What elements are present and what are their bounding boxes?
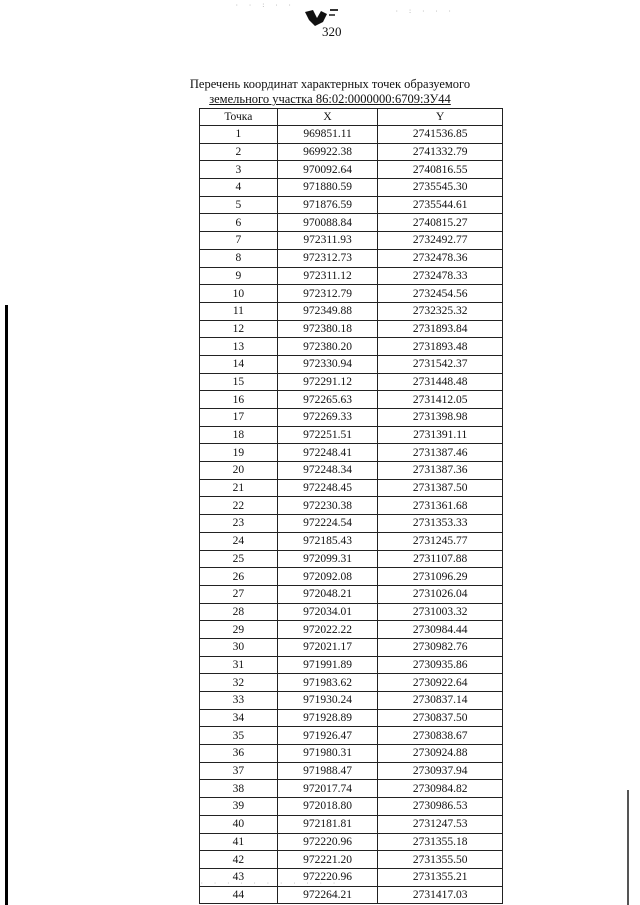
cell-y: 2731355.18 xyxy=(378,833,503,851)
title-line-1: Перечень координат характерных точек образуемого xyxy=(189,77,471,91)
cell-y: 2731355.21 xyxy=(378,868,503,886)
table-row xyxy=(200,532,503,550)
cell-y: 2731026.04 xyxy=(378,585,503,603)
cell-point: 42 xyxy=(200,851,278,869)
cell-x: 972269.33 xyxy=(277,409,378,427)
cell-point: 24 xyxy=(200,532,278,550)
cell-y: 2731542.37 xyxy=(378,355,503,373)
table-row xyxy=(200,161,503,179)
cell-point: 34 xyxy=(200,709,278,727)
cell-x: 972330.94 xyxy=(277,355,378,373)
cell-x: 969851.11 xyxy=(277,126,378,144)
cell-point: 13 xyxy=(200,338,278,356)
cell-point: 23 xyxy=(200,515,278,533)
table-row xyxy=(200,798,503,816)
cell-y: 2741332.79 xyxy=(378,143,503,161)
cell-point: 38 xyxy=(200,780,278,798)
table-row xyxy=(200,745,503,763)
cell-y: 2730924.88 xyxy=(378,745,503,763)
cell-point: 28 xyxy=(200,603,278,621)
cell-x: 972291.12 xyxy=(277,373,378,391)
cell-point: 19 xyxy=(200,444,278,462)
cell-y: 2731448.48 xyxy=(378,373,503,391)
cell-point: 21 xyxy=(200,479,278,497)
title-line-2: земельного участка 86:02:0000000:6709:ЗУ44 xyxy=(209,92,451,106)
cell-x: 971983.62 xyxy=(277,674,378,692)
document-title xyxy=(160,77,500,107)
cell-x: 972099.31 xyxy=(277,550,378,568)
cell-x: 971988.47 xyxy=(277,762,378,780)
table-row xyxy=(200,320,503,338)
header-point: Точка xyxy=(200,109,278,126)
cell-x: 970092.64 xyxy=(277,161,378,179)
table-row xyxy=(200,833,503,851)
scan-edge-line-left xyxy=(5,305,8,905)
cell-x: 972220.96 xyxy=(277,868,378,886)
cell-y: 2730837.14 xyxy=(378,692,503,710)
cell-point: 1 xyxy=(200,126,278,144)
cell-y: 2732478.33 xyxy=(378,267,503,285)
cell-y: 2731387.36 xyxy=(378,462,503,480)
table-row xyxy=(200,692,503,710)
cell-x: 972380.18 xyxy=(277,320,378,338)
cell-y: 2731361.68 xyxy=(378,497,503,515)
table-row xyxy=(200,515,503,533)
cell-point: 12 xyxy=(200,320,278,338)
cell-point: 27 xyxy=(200,585,278,603)
cell-y: 2730837.50 xyxy=(378,709,503,727)
cell-point: 7 xyxy=(200,232,278,250)
cell-y: 2740816.55 xyxy=(378,161,503,179)
cell-x: 972221.20 xyxy=(277,851,378,869)
cell-point: 11 xyxy=(200,302,278,320)
cell-point: 6 xyxy=(200,214,278,232)
cell-y: 2731353.33 xyxy=(378,515,503,533)
cell-point: 9 xyxy=(200,267,278,285)
scan-edge-line-right xyxy=(627,790,629,905)
table-row xyxy=(200,780,503,798)
cell-y: 2731003.32 xyxy=(378,603,503,621)
cell-point: 5 xyxy=(200,196,278,214)
cell-x: 971980.31 xyxy=(277,745,378,763)
scan-noise-bottom: · · · · · · · · · · · xyxy=(200,880,339,887)
table-row xyxy=(200,196,503,214)
cell-x: 972092.08 xyxy=(277,568,378,586)
cell-x: 971991.89 xyxy=(277,656,378,674)
coordinates-table xyxy=(199,108,503,904)
table-row xyxy=(200,391,503,409)
cell-x: 972264.21 xyxy=(277,886,378,904)
table-row xyxy=(200,479,503,497)
table-header-row xyxy=(200,109,503,126)
cell-y: 2732454.56 xyxy=(378,285,503,303)
cell-point: 36 xyxy=(200,745,278,763)
header-y: Y xyxy=(378,109,503,126)
table-row xyxy=(200,709,503,727)
cell-x: 972021.17 xyxy=(277,638,378,656)
cell-x: 972022.22 xyxy=(277,621,378,639)
table-row xyxy=(200,444,503,462)
cell-y: 2730984.82 xyxy=(378,780,503,798)
cell-x: 971930.24 xyxy=(277,692,378,710)
table-row xyxy=(200,621,503,639)
cell-y: 2740815.27 xyxy=(378,214,503,232)
table-row xyxy=(200,762,503,780)
table-row xyxy=(200,285,503,303)
cell-x: 972034.01 xyxy=(277,603,378,621)
table-row xyxy=(200,656,503,674)
table-row xyxy=(200,868,503,886)
table-row xyxy=(200,638,503,656)
table-row xyxy=(200,338,503,356)
table-row xyxy=(200,249,503,267)
cell-y: 2732325.32 xyxy=(378,302,503,320)
cell-x: 972224.54 xyxy=(277,515,378,533)
cell-y: 2731391.11 xyxy=(378,426,503,444)
table-row xyxy=(200,886,503,904)
cell-x: 972312.73 xyxy=(277,249,378,267)
cell-y: 2730984.44 xyxy=(378,621,503,639)
cell-x: 972248.34 xyxy=(277,462,378,480)
cell-y: 2731412.05 xyxy=(378,391,503,409)
cell-point: 31 xyxy=(200,656,278,674)
cell-x: 972181.81 xyxy=(277,815,378,833)
cell-y: 2731387.50 xyxy=(378,479,503,497)
cell-y: 2731893.48 xyxy=(378,338,503,356)
cell-x: 971926.47 xyxy=(277,727,378,745)
cell-x: 971928.89 xyxy=(277,709,378,727)
cell-point: 35 xyxy=(200,727,278,745)
table-row xyxy=(200,267,503,285)
cell-x: 972048.21 xyxy=(277,585,378,603)
cell-point: 37 xyxy=(200,762,278,780)
page-number: 320 xyxy=(322,24,342,39)
table-row xyxy=(200,603,503,621)
cell-point: 30 xyxy=(200,638,278,656)
cell-point: 16 xyxy=(200,391,278,409)
table-row xyxy=(200,550,503,568)
cell-y: 2731107.88 xyxy=(378,550,503,568)
cell-point: 44 xyxy=(200,886,278,904)
cell-point: 14 xyxy=(200,355,278,373)
cell-x: 970088.84 xyxy=(277,214,378,232)
cell-x: 972311.12 xyxy=(277,267,378,285)
table-row xyxy=(200,815,503,833)
cell-point: 43 xyxy=(200,868,278,886)
cell-y: 2731096.29 xyxy=(378,568,503,586)
table-row xyxy=(200,727,503,745)
cell-point: 32 xyxy=(200,674,278,692)
scan-noise-top-right: · : · · · xyxy=(395,8,455,15)
table-row xyxy=(200,674,503,692)
cell-point: 10 xyxy=(200,285,278,303)
table-row xyxy=(200,585,503,603)
cell-point: 29 xyxy=(200,621,278,639)
table-row xyxy=(200,497,503,515)
cell-y: 2730922.64 xyxy=(378,674,503,692)
cell-x: 972380.20 xyxy=(277,338,378,356)
table-row xyxy=(200,179,503,197)
cell-point: 41 xyxy=(200,833,278,851)
cell-point: 2 xyxy=(200,143,278,161)
table-row xyxy=(200,126,503,144)
cell-point: 39 xyxy=(200,798,278,816)
table-row xyxy=(200,373,503,391)
cell-point: 22 xyxy=(200,497,278,515)
cell-x: 971876.59 xyxy=(277,196,378,214)
cell-x: 972185.43 xyxy=(277,532,378,550)
cell-x: 972248.41 xyxy=(277,444,378,462)
cell-y: 2730937.94 xyxy=(378,762,503,780)
cell-y: 2731245.77 xyxy=(378,532,503,550)
header-x: X xyxy=(277,109,378,126)
cell-y: 2731417.03 xyxy=(378,886,503,904)
cell-x: 972349.88 xyxy=(277,302,378,320)
cell-point: 18 xyxy=(200,426,278,444)
cell-point: 33 xyxy=(200,692,278,710)
table-row xyxy=(200,214,503,232)
cell-y: 2731355.50 xyxy=(378,851,503,869)
table-row xyxy=(200,568,503,586)
scan-noise-top-left: · · : · · xyxy=(235,2,295,9)
cell-point: 17 xyxy=(200,409,278,427)
cell-point: 15 xyxy=(200,373,278,391)
cell-point: 8 xyxy=(200,249,278,267)
cell-y: 2741536.85 xyxy=(378,126,503,144)
cell-y: 2731247.53 xyxy=(378,815,503,833)
cell-x: 971880.59 xyxy=(277,179,378,197)
cell-x: 972017.74 xyxy=(277,780,378,798)
cell-y: 2730838.67 xyxy=(378,727,503,745)
cell-y: 2730986.53 xyxy=(378,798,503,816)
cell-x: 972312.79 xyxy=(277,285,378,303)
table-row xyxy=(200,143,503,161)
cell-point: 25 xyxy=(200,550,278,568)
cell-x: 972220.96 xyxy=(277,833,378,851)
cell-point: 4 xyxy=(200,179,278,197)
cell-point: 20 xyxy=(200,462,278,480)
cell-y: 2731893.84 xyxy=(378,320,503,338)
cell-y: 2730935.86 xyxy=(378,656,503,674)
cell-y: 2732492.77 xyxy=(378,232,503,250)
cell-y: 2730982.76 xyxy=(378,638,503,656)
cell-point: 3 xyxy=(200,161,278,179)
cell-x: 972265.63 xyxy=(277,391,378,409)
cell-x: 972018.80 xyxy=(277,798,378,816)
cell-y: 2735544.61 xyxy=(378,196,503,214)
table-row xyxy=(200,851,503,869)
cell-y: 2731387.46 xyxy=(378,444,503,462)
cell-x: 972248.45 xyxy=(277,479,378,497)
cell-x: 972230.38 xyxy=(277,497,378,515)
table-row xyxy=(200,355,503,373)
table-row xyxy=(200,409,503,427)
table-row xyxy=(200,462,503,480)
cell-y: 2735545.30 xyxy=(378,179,503,197)
cell-x: 972311.93 xyxy=(277,232,378,250)
cell-y: 2732478.36 xyxy=(378,249,503,267)
cell-y: 2731398.98 xyxy=(378,409,503,427)
cell-x: 972251.51 xyxy=(277,426,378,444)
table-row xyxy=(200,302,503,320)
cell-x: 969922.38 xyxy=(277,143,378,161)
table-row xyxy=(200,426,503,444)
cell-point: 40 xyxy=(200,815,278,833)
table-row xyxy=(200,232,503,250)
cell-point: 26 xyxy=(200,568,278,586)
